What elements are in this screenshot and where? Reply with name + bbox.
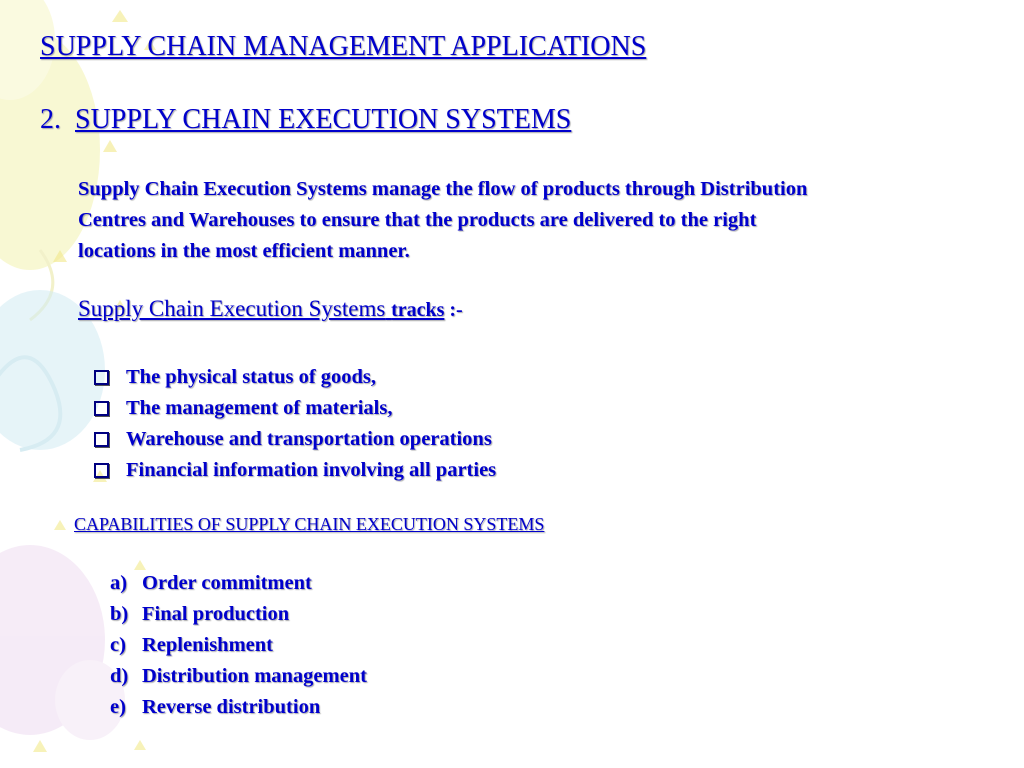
checkbox-bullet-icon <box>94 401 109 416</box>
capability-text: Order commitment <box>142 572 312 594</box>
capabilities-heading: CAPABILITIES OF SUPPLY CHAIN EXECUTION SYSTEMS <box>74 514 545 534</box>
capabilities-list <box>110 568 367 723</box>
section-number: 2. <box>40 104 61 135</box>
paragraph-line: Centres and Warehouses to ensure that the products are delivered to the right <box>78 209 757 231</box>
section-heading <box>40 104 571 136</box>
capability-text: Reverse distribution <box>142 696 321 718</box>
capability-text: Final production <box>142 603 290 625</box>
checkbox-bullet-icon <box>94 463 109 478</box>
tracks-suffix: :- <box>444 299 463 321</box>
list-item <box>110 692 367 723</box>
list-item <box>110 599 367 630</box>
capability-text: Replenishment <box>142 634 273 656</box>
capability-text: Distribution management <box>142 665 367 687</box>
tracks-bullet-list <box>94 362 496 486</box>
list-marker: b) <box>110 603 129 625</box>
checkbox-bullet-icon <box>94 370 109 385</box>
list-item <box>110 661 367 692</box>
bullet-text: Warehouse and transportation operations <box>126 428 492 450</box>
list-item <box>94 393 496 424</box>
list-marker: e) <box>110 696 126 718</box>
paragraph-line: locations in the most efficient manner. <box>78 240 410 262</box>
bullet-text: The management of materials, <box>126 397 393 419</box>
intro-paragraph <box>78 174 1008 267</box>
list-item <box>94 424 496 455</box>
list-item <box>94 362 496 393</box>
tracks-heading-text <box>78 296 444 321</box>
section-title: SUPPLY CHAIN EXECUTION SYSTEMS <box>75 104 572 135</box>
balloon-decoration-purple <box>0 545 125 740</box>
tracks-word: tracks <box>391 299 445 321</box>
tracks-heading <box>78 296 463 322</box>
tracks-heading-main: Supply Chain Execution Systems <box>78 296 386 321</box>
paragraph-line: Supply Chain Execution Systems manage the flow of products through Distribution <box>78 178 808 200</box>
list-item <box>94 455 496 486</box>
list-item <box>110 630 367 661</box>
list-marker: d) <box>110 665 129 687</box>
checkbox-bullet-icon <box>94 432 109 447</box>
bullet-text: Financial information involving all parties <box>126 459 497 481</box>
list-marker: c) <box>110 634 126 656</box>
bullet-text: The physical status of goods, <box>126 366 377 388</box>
list-item <box>110 568 367 599</box>
list-marker: a) <box>110 572 128 594</box>
slide-title: SUPPLY CHAIN MANAGEMENT APPLICATIONS <box>40 31 647 62</box>
